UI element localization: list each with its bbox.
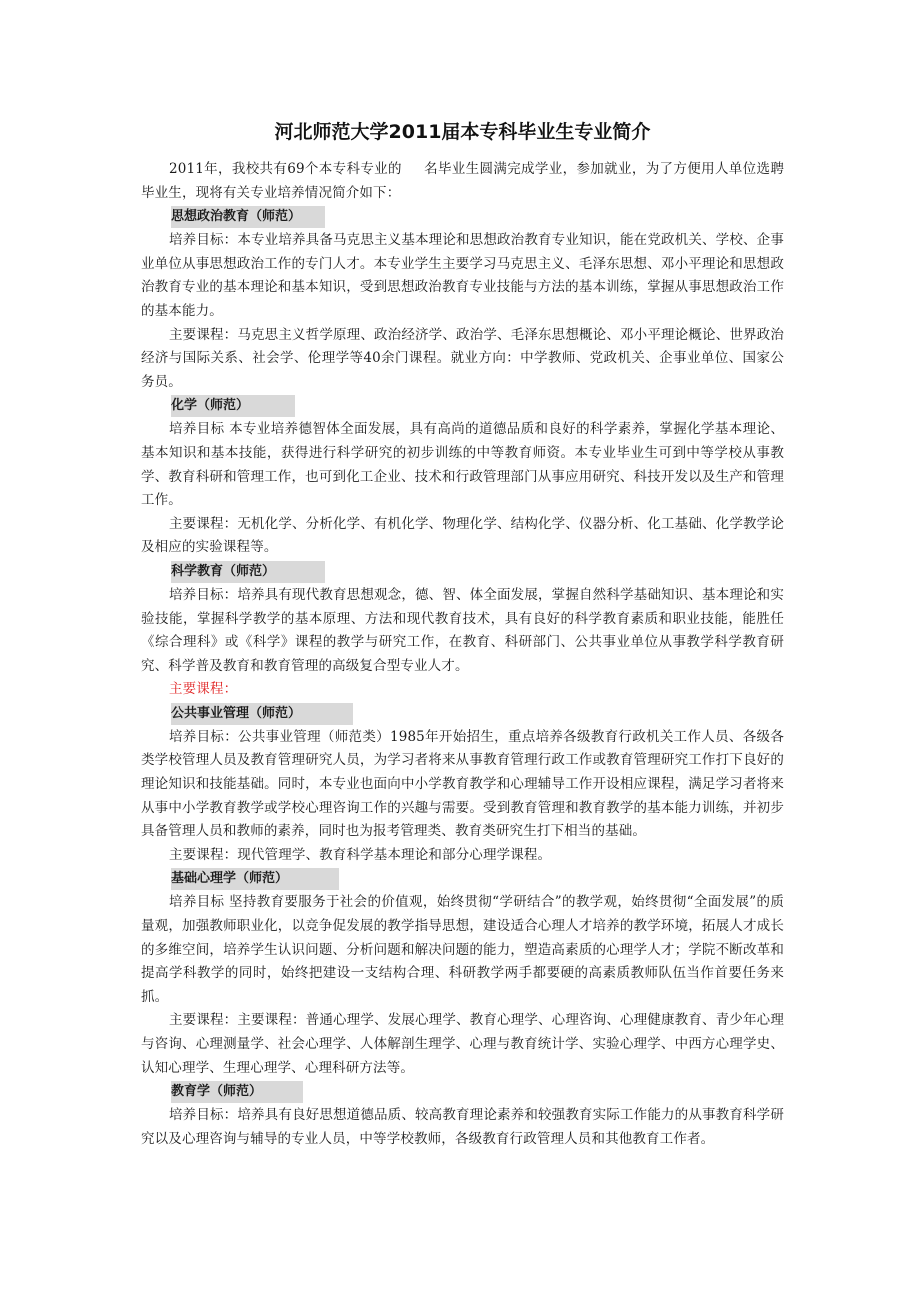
intro-paragraph [141,158,784,205]
section-courses: 主要课程：现代管理学、教育科学基本理论和部分心理学课程。 [169,846,552,863]
section-goal: 培养目标：培养具有良好思想道德品质、较高教育理论素养和较强教育实际工作能力的从事教育科学研究以及心理咨询与辅导的专业人员，中等学校教师，各级教育行政管理人员和其他教育工作者。 [141,1107,784,1147]
section-courses: 主要课程：主要课程：普通心理学、发展心理学、教育心理学、心理咨询、心理健康教育、青少年心理与咨询、心理测量学、社会心理学、人体解剖生理学、心理与教育统计学、实验心理学、中西方心理学史、认知心理学、生理心理学、心理科研方法等。 [141,1012,784,1076]
section-heading: 公共事业管理（师范） [171,703,353,725]
section-goal: 培养目标：培养具有现代教育思想观念，德、智、体全面发展，掌握自然科学基础知识、基本理论和实验技能，掌握科学教学的基本原理、方法和现代教育技术，具有良好的科学教育素质和职业技能，能胜任《综合理科》或《科学》课程的教学与研究工作，在教育、科研部门、公共事业单位从事教学科学教育研究、科学普及教育和教育管理的高级复合型专业人才。 [141,586,784,674]
section-heading: 基础心理学（师范） [171,868,339,890]
section-goal: 培养目标：本专业培养具备马克思主义基本理论和思想政治教育专业知识，能在党政机关、学校、企事业单位从事思想政治工作的专门人才。本专业学生主要学习马克思主义、毛泽东思想、邓小平理论和思想政治教育专业的基本理论和基本知识，受到思想政治教育专业技能与方法的基本训练，掌握从事思想政治工作的基本能力。 [141,232,784,319]
section-heading: 教育学（师范） [171,1081,303,1103]
intro-text-part2: 名毕业生圆满完成学业，参加就业，为了方便用人单位选聘毕业生，现将有关专业培养情况简介如下： [141,161,784,201]
section-courses: 主要课程： [169,681,238,698]
section-heading: 科学教育（师范） [171,561,325,583]
section-heading: 思想政治教育（师范） [171,206,325,228]
section-courses: 主要课程：马克思主义哲学原理、政治经济学、政治学、毛泽东思想概论、邓小平理论概论、世界政治经济与国际关系、社会学、伦理学等40余门课程。就业方向：中学教师、党政机关、企事业单位、国家公务员。 [141,326,784,390]
section-heading: 化学（师范） [171,395,295,417]
document-page [141,118,784,1151]
section-goal: 培养目标：公共事业管理（师范类）1985年开始招生，重点培养各级教育行政机关工作人员、各级各类学校管理人员及教育管理研究人员，为学习者将来从事教育管理行政工作或教育管理研究工作打下良好的理论知识和技能基础。同时，本专业也面向中小学教育教学和心理辅导工作开设相应课程，满足学习者将来从事中小学教育教学或学校心理咨询工作的兴趣与需要。受到教育管理和教育教学的基本能力训练，并初步具备管理人员和教师的素养，同时也为报考管理类、教育类研究生打下相当的基础。 [141,728,784,840]
intro-text-part1: 2011年，我校共有69个本专科专业的 [169,161,402,177]
document-title: 河北师范大学2011届本专科毕业生专业简介 [274,121,651,143]
section-courses: 主要课程：无机化学、分析化学、有机化学、物理化学、结构化学、仪器分析、化工基础、化学教学论及相应的实验课程等。 [141,515,784,556]
section-goal: 培养目标 坚持教育要服务于社会的价值观，始终贯彻“学研结合”的教学观，始终贯彻“全面发展”的质量观，加强教师职业化，以竞争促发展的教学指导思想，建设适合心理人才培养的教学环境，拓展人才成长的多维空间，培养学生认识问题、分析问题和解决问题的能力，塑造高素质的心理学人才；学院不断改革和提高学科教学的同时，始终把建设一支结构合理、科研教学两手都要硬的高素质教师队伍当作首要任务来抓。 [141,894,784,1005]
section-goal: 培养目标 本专业培养德智体全面发展，具有高尚的道德品质和良好的科学素养，掌握化学基本理论、基本知识和基本技能，获得进行科学研究的初步训练的中等教育师资。本专业毕业生可到中等学校从事教学、教育科研和管理工作，也可到化工企业、技术和行政管理部门从事应用研究、科技开发以及生产和管理工作。 [141,421,784,509]
